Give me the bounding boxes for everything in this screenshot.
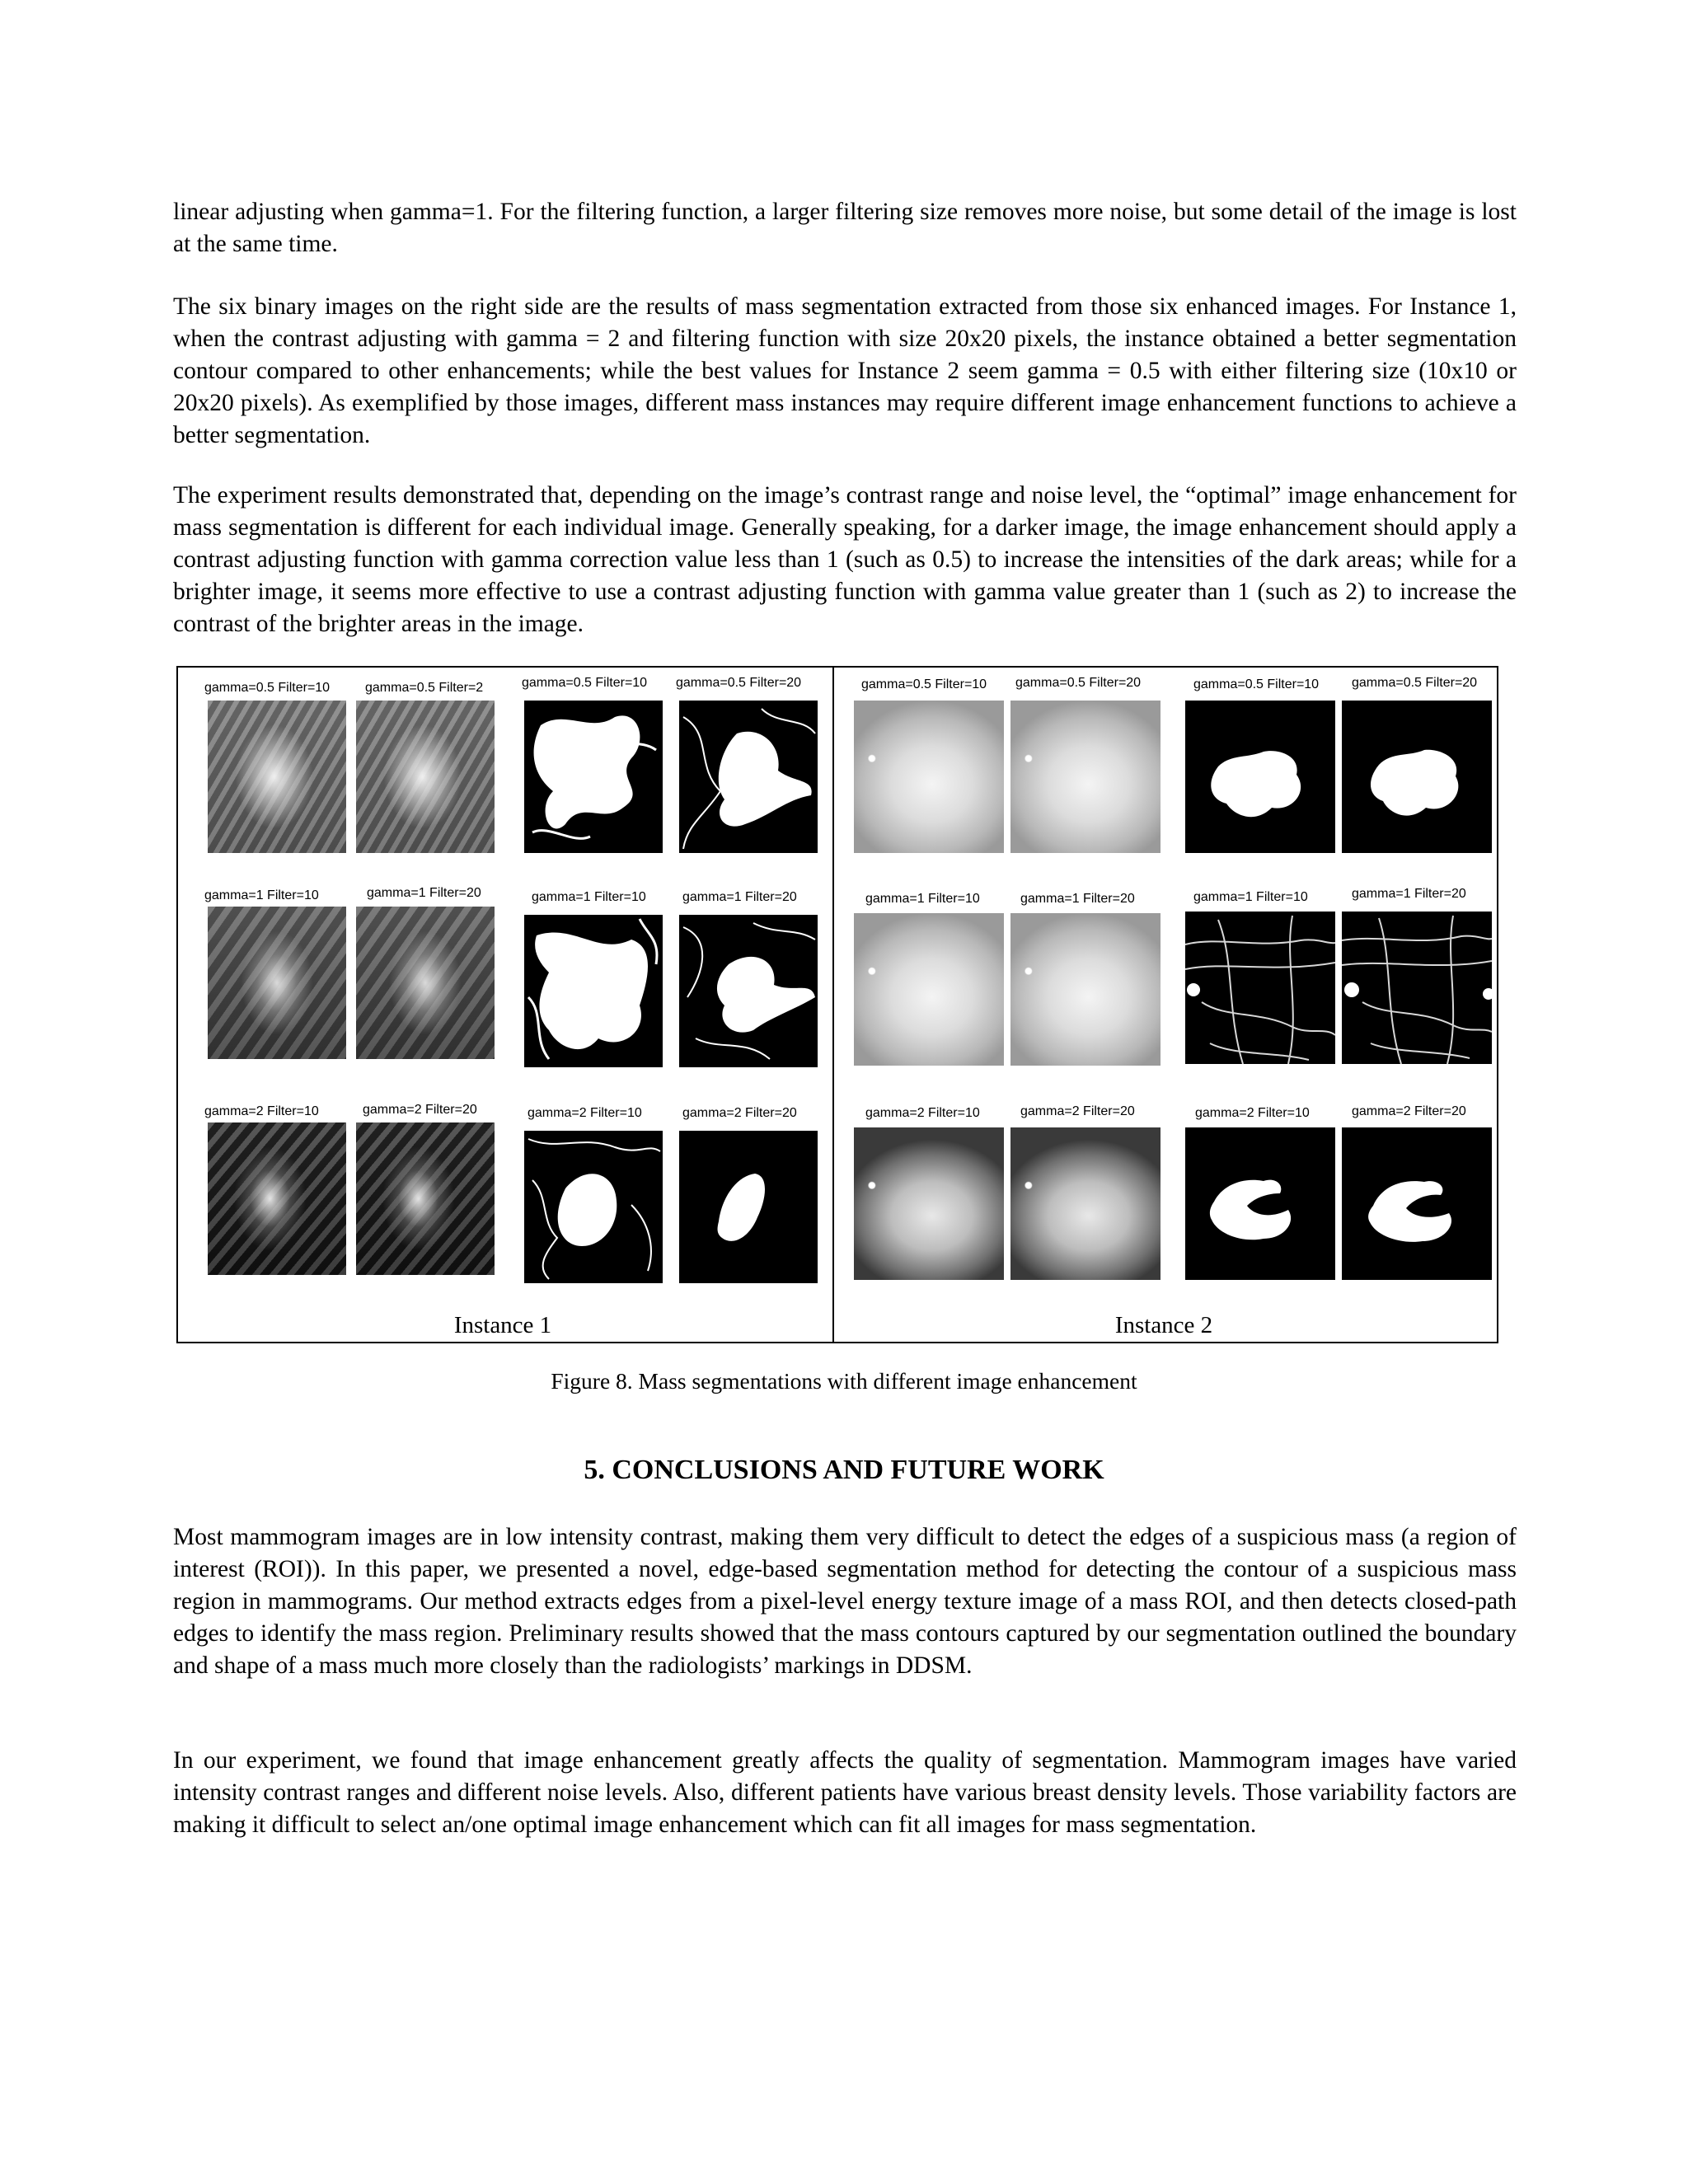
segmentation-binary-image	[1185, 912, 1335, 1064]
enhanced-mammogram-image	[356, 701, 495, 853]
enhanced-mammogram-image	[854, 701, 1004, 853]
panel-label: gamma=1 Filter=10	[865, 892, 980, 906]
segmentation-binary-image	[1342, 1127, 1492, 1280]
paragraph-1: linear adjusting when gamma=1. For the filtering function, a larger filtering size removes more noise, but some detail of the image is lost at the same time.	[173, 199, 1517, 257]
panel-label: gamma=2 Filter=20	[1020, 1104, 1135, 1118]
panel-label: gamma=1 Filter=10	[204, 888, 319, 902]
panel-label: gamma=2 Filter=10	[528, 1106, 642, 1120]
panel-label: gamma=1 Filter=20	[1352, 887, 1466, 901]
panel-label: gamma=2 Filter=20	[1352, 1104, 1466, 1118]
enhanced-mammogram-image	[356, 907, 495, 1059]
panel-label: gamma=0.5 Filter=10	[204, 681, 331, 695]
panel-label: gamma=0.5 Filter=20	[1015, 676, 1142, 690]
panel-label: gamma=1 Filter=10	[532, 890, 646, 904]
panel-label: gamma=1 Filter=10	[1193, 890, 1308, 904]
figure-divider	[832, 666, 834, 1343]
panel-label: gamma=1 Filter=20	[1020, 892, 1135, 906]
enhanced-mammogram-image	[1010, 913, 1160, 1066]
enhanced-mammogram-image	[854, 1127, 1004, 1280]
segmentation-binary-image	[1342, 912, 1492, 1064]
paragraph-2: The six binary images on the right side are the results of mass segmentation extracted from those six enhanced images. For Instance 1, when the contrast adjusting with gamma = 2 and filtering function with size 20x20 pixels, the instance obtained a better segmentation contour compared to other enhancements; while the best values for Instance 2 seem gamma = 0.5 with either filtering size (10x10 or 20x20 pixels). As exemplified by those images, different mass instances may require different image enhancement functions to achieve a better segmentation.	[173, 293, 1517, 448]
segmentation-binary-image	[524, 915, 663, 1067]
segmentation-binary-image	[1185, 1127, 1335, 1280]
segmentation-binary-image	[524, 701, 663, 853]
segmentation-binary-image	[679, 1131, 818, 1283]
panel-label: gamma=0.5 Filter=10	[861, 677, 987, 691]
panel-label: gamma=0.5 Filter=10	[1193, 677, 1320, 691]
instance-1-label: Instance 1	[453, 1312, 552, 1338]
panel-label: gamma=2 Filter=10	[865, 1106, 980, 1120]
enhanced-mammogram-image	[854, 913, 1004, 1066]
instance-2-label: Instance 2	[1114, 1312, 1213, 1338]
panel-label: gamma=2 Filter=10	[1195, 1106, 1310, 1120]
panel-label: gamma=0.5 Filter=20	[1352, 676, 1478, 690]
segmentation-binary-image	[679, 701, 818, 853]
panel-label: gamma=2 Filter=20	[363, 1103, 477, 1117]
enhanced-mammogram-image	[1010, 701, 1160, 853]
paragraph-4: Most mammogram images are in low intensity contrast, making them very difficult to detect the edges of a suspicious mass (a region of interest (ROI)). In this paper, we presented a novel, edge-based segmentation method for detecting the contour of a suspicious mass region in mammograms. Our method extracts edges from a pixel-level energy texture image of a mass ROI, and then detects closed-path edges to identify the mass region. Preliminary results showed that the mass contours captured by our segmentation outlined the boundary and shape of a mass much more closely than the radiologists’ markings in DDSM.	[173, 1524, 1517, 1679]
segmentation-binary-image	[524, 1131, 663, 1283]
segmentation-binary-image	[1342, 701, 1492, 853]
enhanced-mammogram-image	[1010, 1127, 1160, 1280]
panel-label: gamma=1 Filter=20	[682, 890, 797, 904]
panel-label: gamma=0.5 Filter=2	[365, 681, 484, 695]
panel-label: gamma=2 Filter=20	[682, 1106, 797, 1120]
enhanced-mammogram-image	[208, 701, 346, 853]
figure-caption: Figure 8. Mass segmentations with different image enhancement	[551, 1368, 1137, 1394]
section-heading: 5. CONCLUSIONS AND FUTURE WORK	[584, 1455, 1104, 1485]
panel-label: gamma=1 Filter=20	[367, 886, 481, 900]
panel-label: gamma=2 Filter=10	[204, 1104, 319, 1118]
segmentation-binary-image	[679, 915, 818, 1067]
paragraph-5: In our experiment, we found that image enhancement greatly affects the quality of segmentation. Mammogram images have varied intensity contrast ranges and different noise levels. Also, different patients have various breast density levels. Those variability factors are making it difficult to select an/one optimal image enhancement which can fit all images for mass segmentation.	[173, 1747, 1517, 1838]
paragraph-3: The experiment results demonstrated that, depending on the image’s contrast range and noise level, the “optimal” image enhancement for mass segmentation is different for each individual image. Generally speaking, for a darker image, the image enhancement should apply a contrast adjusting function with gamma correction value less than 1 (such as 0.5) to increase the intensities of the dark areas; while for a brighter image, it seems more effective to use a contrast adjusting function with gamma value greater than 1 (such as 2) to increase the contrast of the brighter areas in the image.	[173, 482, 1517, 637]
enhanced-mammogram-image	[208, 1122, 346, 1275]
enhanced-mammogram-image	[208, 907, 346, 1059]
segmentation-binary-image	[1185, 701, 1335, 853]
enhanced-mammogram-image	[356, 1122, 495, 1275]
panel-label: gamma=0.5 Filter=10	[522, 676, 648, 690]
panel-label: gamma=0.5 Filter=20	[676, 676, 802, 690]
